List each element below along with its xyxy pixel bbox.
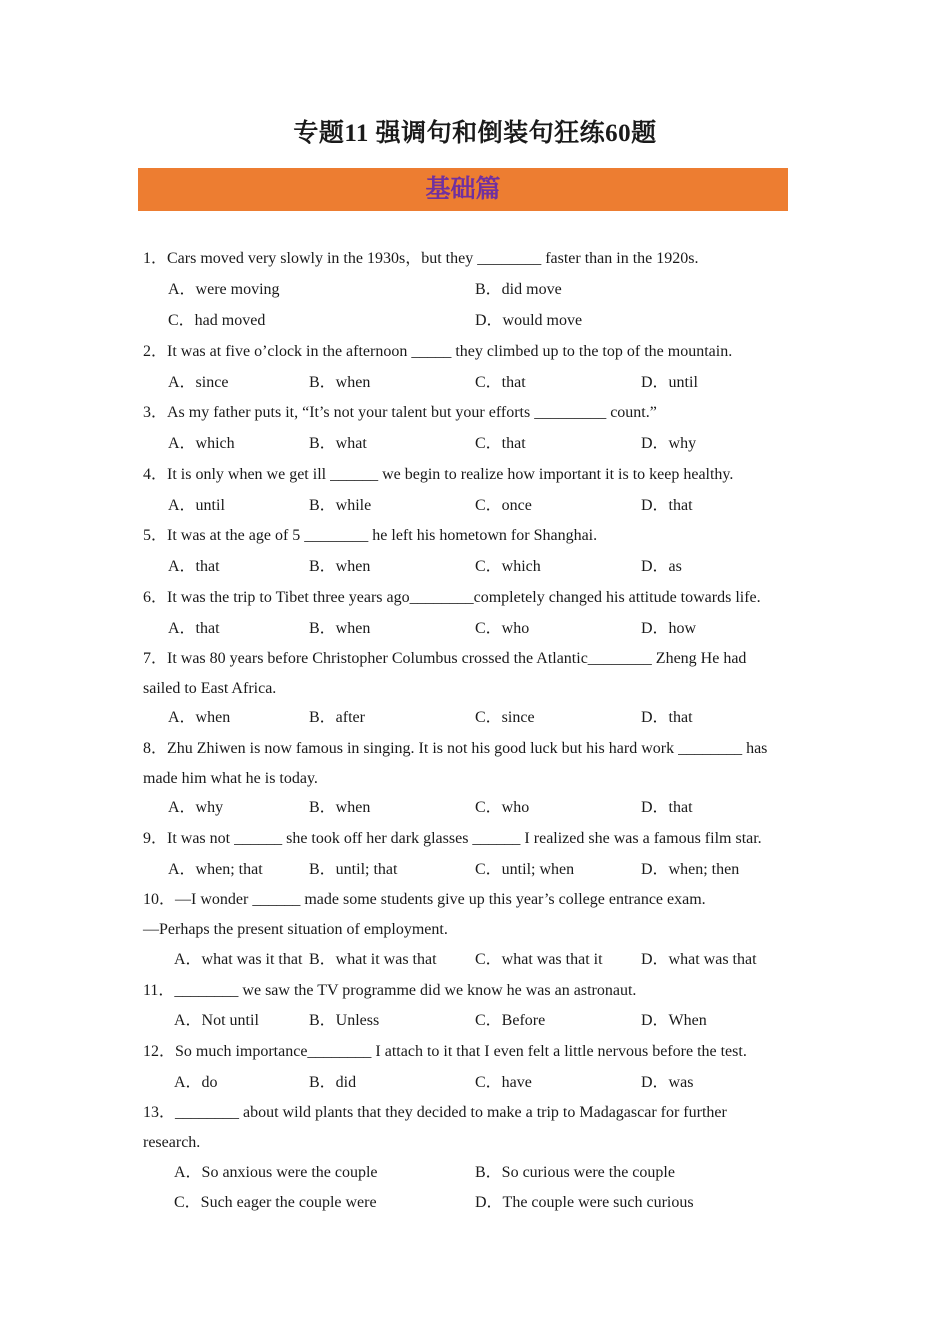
question-8-option-c[interactable]: C．who xyxy=(475,799,530,816)
question-2-option-b[interactable]: B．when xyxy=(309,374,371,391)
question-12-option-d[interactable]: D．was xyxy=(641,1074,694,1091)
question-10-option-c[interactable]: C．what was that it xyxy=(475,951,603,968)
question-9-option-a[interactable]: A．when; that xyxy=(168,861,263,878)
question-8-option-d[interactable]: D．that xyxy=(641,799,693,816)
question-6-option-c[interactable]: C．who xyxy=(475,620,530,637)
question-2-stem: 2．It was at five o’clock in the afternoon _____ they climbed up to the top of the mountain. xyxy=(143,343,733,360)
question-7-option-d[interactable]: D．that xyxy=(641,709,693,726)
question-3-option-d[interactable]: D．why xyxy=(641,435,697,452)
question-5-option-a[interactable]: A．that xyxy=(168,558,220,575)
question-12-option-a[interactable]: A．do xyxy=(174,1074,218,1091)
question-6-option-d[interactable]: D．how xyxy=(641,620,697,637)
question-11-option-b[interactable]: B．Unless xyxy=(309,1012,380,1029)
question-6-option-b[interactable]: B．when xyxy=(309,620,371,637)
question-11-stem: 11．________ we saw the TV programme did we know he was an astronaut. xyxy=(143,982,637,999)
question-8-option-a[interactable]: A．why xyxy=(168,799,224,816)
question-13-option-c[interactable]: C．Such eager the couple were xyxy=(174,1194,377,1211)
page-title: 专题11 强调句和倒装句狂练60题 xyxy=(293,120,657,147)
question-5-stem: 5．It was at the age of 5 ________ he left his hometown for Shanghai. xyxy=(143,527,598,544)
question-6-option-a[interactable]: A．that xyxy=(168,620,220,637)
question-3-option-a[interactable]: A．which xyxy=(168,435,235,452)
question-12-stem: 12．So much importance________ I attach to it that I even felt a little nervous before the test. xyxy=(143,1043,747,1060)
question-8-option-b[interactable]: B．when xyxy=(309,799,371,816)
question-3-option-b[interactable]: B．what xyxy=(309,435,367,452)
question-8-stem-line-2: made him what he is today. xyxy=(143,770,318,787)
question-1-option-d[interactable]: D．would move xyxy=(475,312,583,329)
question-10-option-d[interactable]: D．what was that xyxy=(641,951,757,968)
question-4-stem: 4．It is only when we get ill ______ we begin to realize how important it is to keep healthy. xyxy=(143,466,734,483)
question-2-option-d[interactable]: D．until xyxy=(641,374,698,391)
question-11-option-c[interactable]: C．Before xyxy=(475,1012,546,1029)
question-8-stem-line-1: 8．Zhu Zhiwen is now famous in singing. It is not his good luck but his hard work ________ has xyxy=(143,740,768,757)
question-9-stem: 9．It was not ______ she took off her dark glasses ______ I realized she was a famous film star. xyxy=(143,830,762,847)
question-5-option-d[interactable]: D．as xyxy=(641,558,682,575)
question-7-option-b[interactable]: B．after xyxy=(309,709,365,726)
question-4-option-a[interactable]: A．until xyxy=(168,497,225,514)
question-10-stem-line-1: 10．—I wonder ______ made some students give up this year’s college entrance exam. xyxy=(143,891,706,908)
question-6-stem: 6．It was the trip to Tibet three years ago________completely changed his attitude towards life. xyxy=(143,589,761,606)
question-13-option-b[interactable]: B．So curious were the couple xyxy=(475,1164,675,1181)
question-1-option-b[interactable]: B．did move xyxy=(475,281,562,298)
question-3-option-c[interactable]: C．that xyxy=(475,435,526,452)
question-4-option-d[interactable]: D．that xyxy=(641,497,693,514)
question-12-option-b[interactable]: B．did xyxy=(309,1074,357,1091)
question-1-stem: 1．Cars moved very slowly in the 1930s，but they ________ faster than in the 1920s. xyxy=(143,250,699,267)
question-13-option-d[interactable]: D．The couple were such curious xyxy=(475,1194,694,1211)
question-1-option-a[interactable]: A．were moving xyxy=(168,281,280,298)
question-9-option-c[interactable]: C．until; when xyxy=(475,861,575,878)
question-11-option-a[interactable]: A．Not until xyxy=(174,1012,259,1029)
question-7-stem-line-1: 7．It was 80 years before Christopher Columbus crossed the Atlantic________ Zheng He had xyxy=(143,650,747,667)
question-5-option-c[interactable]: C．which xyxy=(475,558,541,575)
question-7-option-a[interactable]: A．when xyxy=(168,709,231,726)
question-7-stem-line-2: sailed to East Africa. xyxy=(143,680,277,697)
question-10-option-a[interactable]: A．what was it that xyxy=(174,951,303,968)
question-1-option-c[interactable]: C．had moved xyxy=(168,312,266,329)
question-10-stem-line-2: —Perhaps the present situation of employment. xyxy=(143,921,448,938)
question-5-option-b[interactable]: B．when xyxy=(309,558,371,575)
question-12-option-c[interactable]: C．have xyxy=(475,1074,532,1091)
question-9-option-d[interactable]: D．when; then xyxy=(641,861,740,878)
question-2-option-c[interactable]: C．that xyxy=(475,374,526,391)
question-9-option-b[interactable]: B．until; that xyxy=(309,861,398,878)
question-10-option-b[interactable]: B．what it was that xyxy=(309,951,437,968)
question-7-option-c[interactable]: C．since xyxy=(475,709,535,726)
question-13-stem-line-1: 13．________ about wild plants that they decided to make a trip to Madagascar for further xyxy=(143,1104,727,1121)
question-2-option-a[interactable]: A．since xyxy=(168,374,229,391)
question-4-option-b[interactable]: B．while xyxy=(309,497,372,514)
question-4-option-c[interactable]: C．once xyxy=(475,497,532,514)
question-3-stem: 3．As my father puts it, “It’s not your talent but your efforts _________ count.” xyxy=(143,404,657,421)
section-banner: 基础篇 xyxy=(138,168,788,211)
question-11-option-d[interactable]: D．When xyxy=(641,1012,707,1029)
question-13-stem-line-2: research. xyxy=(143,1134,201,1151)
question-13-option-a[interactable]: A．So anxious were the couple xyxy=(174,1164,378,1181)
